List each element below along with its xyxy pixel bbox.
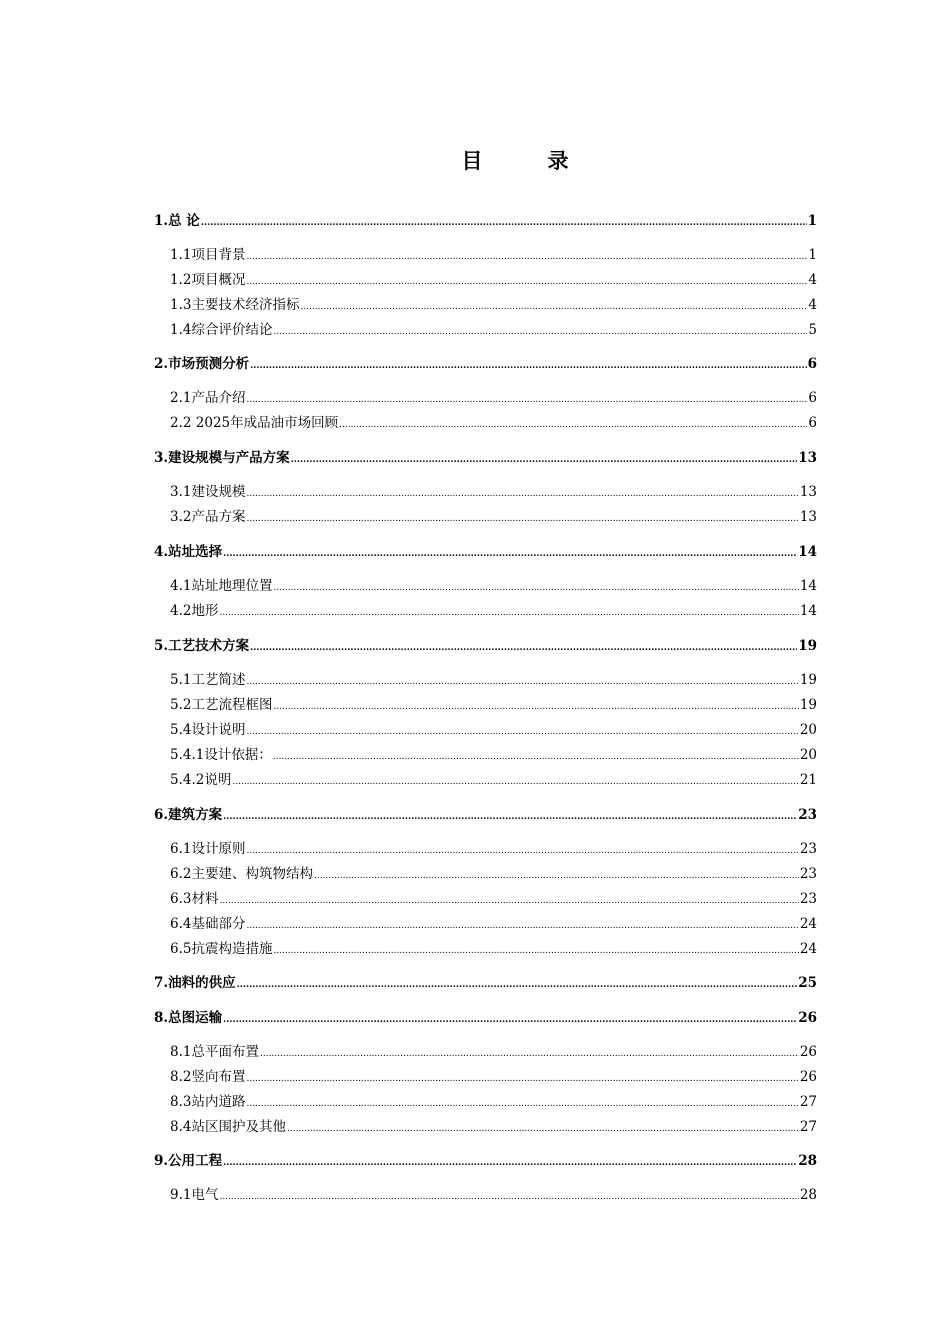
toc-section-entry[interactable] xyxy=(170,889,817,909)
toc-section-entry[interactable] xyxy=(170,1042,817,1062)
toc-entry-label: 5.工艺技术方案 xyxy=(154,638,250,654)
toc-chapter-entry[interactable] xyxy=(154,542,817,562)
toc-section-entry[interactable] xyxy=(170,320,817,340)
toc-entry-label: 5.4.1设计依据： xyxy=(170,747,272,763)
toc-dot-leader xyxy=(246,722,798,742)
toc-dot-leader xyxy=(246,247,807,267)
toc-dot-leader xyxy=(273,941,798,961)
toc-entry-label: 6.建筑方案 xyxy=(154,807,223,823)
toc-dot-leader xyxy=(219,603,798,623)
toc-section-entry[interactable] xyxy=(170,482,817,502)
toc-section-entry[interactable] xyxy=(170,1117,817,1137)
toc-entry-page-number: 6 xyxy=(808,390,817,406)
toc-entry-label: 6.5抗震构造措施 xyxy=(170,941,273,957)
toc-entry-page-number: 14 xyxy=(798,544,817,560)
toc-entry-label: 5.4.2说明 xyxy=(170,772,232,788)
toc-entry-label: 5.2工艺流程框图 xyxy=(170,697,273,713)
toc-entry-page-number: 20 xyxy=(799,747,817,763)
toc-dot-leader xyxy=(223,1010,797,1030)
toc-section-entry[interactable] xyxy=(170,388,817,408)
toc-section-entry[interactable] xyxy=(170,839,817,859)
toc-chapter-entry[interactable] xyxy=(154,1151,817,1171)
toc-entry-page-number: 1 xyxy=(808,247,817,263)
toc-entry-page-number: 26 xyxy=(799,1069,817,1085)
toc-dot-leader xyxy=(201,213,807,233)
toc-entry-label: 3.建设规模与产品方案 xyxy=(154,450,290,466)
toc-entry-label: 4.1站址地理位置 xyxy=(170,578,273,594)
toc-section-entry[interactable] xyxy=(170,413,817,433)
toc-dot-leader xyxy=(246,672,798,692)
toc-entry-label: 9.1电气 xyxy=(170,1187,219,1203)
toc-entry-page-number: 14 xyxy=(799,603,817,619)
toc-entry-page-number: 21 xyxy=(799,772,817,788)
toc-dot-leader xyxy=(339,415,807,435)
toc-entry-label: 8.3站内道路 xyxy=(170,1094,246,1110)
toc-section-entry[interactable] xyxy=(170,864,817,884)
toc-section-entry[interactable] xyxy=(170,295,817,315)
toc-chapter-entry[interactable] xyxy=(154,805,817,825)
toc-entry-page-number: 13 xyxy=(798,450,817,466)
toc-entry-page-number: 4 xyxy=(808,297,817,313)
toc-entry-page-number: 14 xyxy=(799,578,817,594)
toc-dot-leader xyxy=(219,891,798,911)
toc-entry-page-number: 25 xyxy=(798,975,817,991)
toc-entry-page-number: 1 xyxy=(807,213,817,229)
toc-entry-label: 1.2项目概况 xyxy=(170,272,246,288)
toc-section-entry[interactable] xyxy=(170,720,817,740)
toc-entry-page-number: 24 xyxy=(799,916,817,932)
toc-dot-leader xyxy=(246,841,798,861)
toc-entry-page-number: 19 xyxy=(799,672,817,688)
toc-entry-label: 3.1建设规模 xyxy=(170,484,246,500)
toc-dot-leader xyxy=(273,322,807,342)
toc-section-entry[interactable] xyxy=(170,939,817,959)
toc-section-entry[interactable] xyxy=(170,1092,817,1112)
toc-dot-leader xyxy=(250,356,807,376)
toc-chapter-entry[interactable] xyxy=(154,211,817,231)
toc-entry-label: 8.2竖向布置 xyxy=(170,1069,246,1085)
toc-entry-page-number: 19 xyxy=(799,697,817,713)
toc-entry-label: 8.4站区围护及其他 xyxy=(170,1119,286,1135)
toc-section-entry[interactable] xyxy=(170,1067,817,1087)
toc-entry-page-number: 26 xyxy=(798,1010,817,1026)
toc-dot-leader xyxy=(246,1069,798,1089)
toc-entry-page-number: 20 xyxy=(799,722,817,738)
toc-entry-label: 3.2产品方案 xyxy=(170,509,246,525)
toc-entry-label: 2.2 2025年成品油市场回顾 xyxy=(170,415,339,431)
toc-dot-leader xyxy=(287,1119,799,1139)
toc-chapter-entry[interactable] xyxy=(154,636,817,656)
toc-section-entry[interactable] xyxy=(170,576,817,596)
toc-entry-label: 8.1总平面布置 xyxy=(170,1044,259,1060)
toc-section-entry[interactable] xyxy=(170,770,817,790)
toc-entry-page-number: 23 xyxy=(799,866,817,882)
toc-entry-page-number: 28 xyxy=(798,1153,817,1169)
toc-dot-leader xyxy=(246,390,807,410)
toc-dot-leader xyxy=(273,578,798,598)
toc-dot-leader xyxy=(273,747,799,767)
toc-chapter-entry[interactable] xyxy=(154,973,817,993)
toc-dot-leader xyxy=(237,975,798,995)
toc-dot-leader xyxy=(260,1044,799,1064)
toc-dot-leader xyxy=(223,544,797,564)
toc-dot-leader xyxy=(246,916,798,936)
toc-section-entry[interactable] xyxy=(170,245,817,265)
toc-entry-label: 6.1设计原则 xyxy=(170,841,246,857)
toc-entry-page-number: 6 xyxy=(808,415,817,431)
toc-section-entry[interactable] xyxy=(170,745,817,765)
toc-chapter-entry[interactable] xyxy=(154,354,817,374)
toc-dot-leader xyxy=(246,1094,798,1114)
toc-entry-page-number: 13 xyxy=(799,484,817,500)
toc-entry-label: 6.2主要建、构筑物结构 xyxy=(170,866,313,882)
toc-dot-leader xyxy=(291,450,798,470)
toc-dot-leader xyxy=(223,807,797,827)
toc-section-entry[interactable] xyxy=(170,507,817,527)
toc-entry-label: 8.总图运输 xyxy=(154,1010,223,1026)
toc-entry-page-number: 24 xyxy=(799,941,817,957)
toc-entry-page-number: 6 xyxy=(807,356,817,372)
toc-dot-leader xyxy=(219,1187,798,1207)
toc-entry-page-number: 27 xyxy=(799,1119,817,1135)
toc-dot-leader xyxy=(300,297,807,317)
toc-dot-leader xyxy=(246,509,798,529)
toc-entry-page-number: 23 xyxy=(799,891,817,907)
toc-entry-label: 1.总 论 xyxy=(154,213,200,229)
toc-entry-page-number: 5 xyxy=(808,322,817,338)
toc-entry-label: 1.3主要技术经济指标 xyxy=(170,297,300,313)
toc-entry-label: 5.1工艺简述 xyxy=(170,672,246,688)
toc-entry-label: 2.市场预测分析 xyxy=(154,356,250,372)
toc-entry-page-number: 27 xyxy=(799,1094,817,1110)
toc-entry-label: 7.油料的供应 xyxy=(154,975,236,991)
toc-entry-label: 6.4基础部分 xyxy=(170,916,246,932)
toc-entry-label: 1.4综合评价结论 xyxy=(170,322,273,338)
toc-section-entry[interactable] xyxy=(170,670,817,690)
toc-dot-leader xyxy=(246,272,807,292)
toc-dot-leader xyxy=(250,638,797,658)
toc-section-entry[interactable] xyxy=(170,601,817,621)
toc-section-entry[interactable] xyxy=(170,1185,817,1205)
toc-entry-label: 4.站址选择 xyxy=(154,544,223,560)
toc-dot-leader xyxy=(314,866,799,886)
toc-dot-leader xyxy=(246,484,798,504)
page-title: 目 录 xyxy=(461,148,591,173)
toc-entry-label: 6.3材料 xyxy=(170,891,219,907)
toc-dot-leader xyxy=(232,772,798,792)
toc-entry-label: 4.2地形 xyxy=(170,603,219,619)
toc-dot-leader xyxy=(223,1153,797,1173)
toc-entry-label: 2.1产品介绍 xyxy=(170,390,246,406)
toc-entry-page-number: 26 xyxy=(799,1044,817,1060)
toc-entry-page-number: 28 xyxy=(799,1187,817,1203)
toc-chapter-entry[interactable] xyxy=(154,448,817,468)
toc-entry-label: 9.公用工程 xyxy=(154,1153,223,1169)
toc-entry-page-number: 13 xyxy=(799,509,817,525)
toc-chapter-entry[interactable] xyxy=(154,1008,817,1028)
toc-entry-page-number: 23 xyxy=(798,807,817,823)
toc-section-entry[interactable] xyxy=(170,270,817,290)
toc-entry-page-number: 23 xyxy=(799,841,817,857)
toc-entry-page-number: 19 xyxy=(798,638,817,654)
toc-entry-page-number: 4 xyxy=(808,272,817,288)
toc-entry-label: 5.4设计说明 xyxy=(170,722,246,738)
toc-dot-leader xyxy=(273,697,798,717)
toc-entry-label: 1.1项目背景 xyxy=(170,247,246,263)
toc-section-entry[interactable] xyxy=(170,914,817,934)
toc-section-entry[interactable] xyxy=(170,695,817,715)
